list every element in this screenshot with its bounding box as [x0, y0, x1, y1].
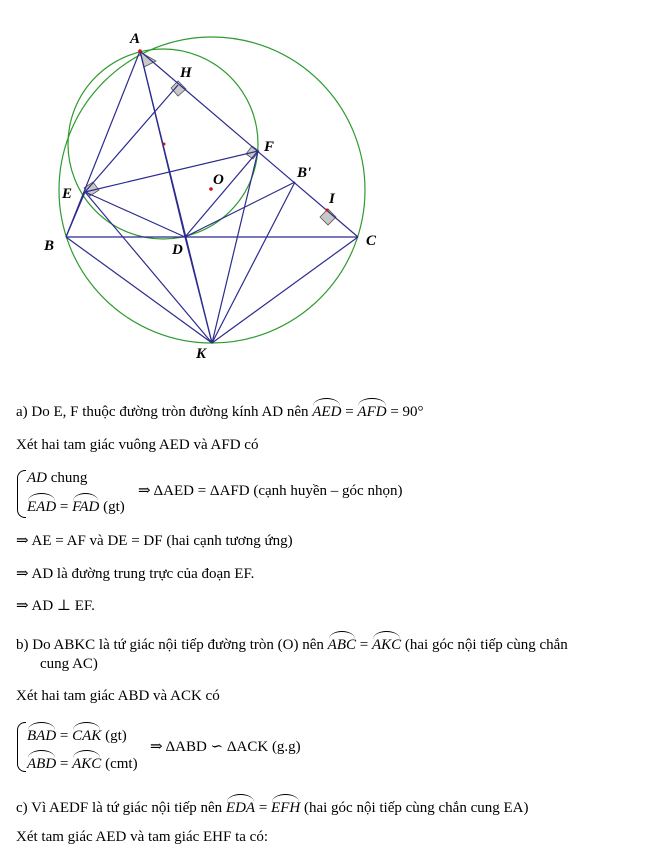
angle-efh: EFH [271, 795, 300, 818]
system-1-result: ⇒ ΔAED = ΔAFD (cạnh huyền – góc nhọn) [138, 483, 403, 499]
angle-aed: AED [312, 399, 341, 422]
part-c-intro: c) Vì AEDF là tứ giác nội tiếp nên EDA = EFH (hai góc nội tiếp cùng chắn cung EA) [16, 795, 528, 818]
brace-system-2 [17, 722, 26, 772]
segment-db-prime [185, 182, 295, 237]
segment-b-prime-k [212, 182, 295, 343]
part-a-conclusion-1: ⇒ AE = AF và DE = DF (hai cạnh tương ứng) [16, 533, 293, 549]
label-f: F [264, 139, 275, 155]
label-e: E [62, 186, 73, 202]
point-i [326, 209, 329, 212]
geometry-figure [0, 0, 660, 390]
label-a: A [130, 31, 141, 47]
part-a-intro: a) Do E, F thuộc đường tròn đường kính AD nên AED = AFD = 90° [16, 399, 424, 422]
system-2-row-1: BAD = CAK (gt) [27, 723, 127, 746]
label-o: O [213, 172, 224, 188]
brace-system-1 [17, 470, 26, 518]
segment-ab [66, 51, 140, 237]
system-1-row-2: EAD = FAD (gt) [27, 494, 125, 517]
part-b-consider: Xét hai tam giác ABD và ACK có [16, 688, 220, 704]
label-b: B [44, 238, 55, 254]
part-a-conclusion-2: ⇒ AD là đường trung trực của đoạn EF. [16, 566, 255, 582]
segment-fd [185, 151, 258, 237]
label-h: H [180, 65, 192, 81]
point-a [138, 49, 142, 53]
label-k: K [196, 346, 207, 362]
part-c-consider: Xét tam giác AED và tam giác EHF ta có: [16, 829, 269, 845]
part-b-intro: b) Do ABKC là tứ giác nội tiếp đường tròn (O) nên ABC = AKC (hai góc nội tiếp cùng chắn [16, 632, 568, 655]
part-a-conclusion-3: ⇒ AD ⊥ EF. [16, 598, 95, 614]
segment-ac [140, 51, 358, 237]
label-i: I [329, 191, 335, 207]
label-d: D [172, 242, 183, 258]
segment-eh [85, 85, 178, 192]
system-2-row-2: ABD = AKC (cmt) [27, 751, 138, 774]
angle-eda: EDA [226, 795, 255, 818]
point-mid-ad [163, 143, 166, 146]
part-a-consider: Xét hai tam giác vuông AED và AFD có [16, 437, 259, 453]
part-b-intro-cont: cung AC) [40, 656, 98, 672]
angle-akc: AKC [372, 632, 401, 655]
segment-ef [85, 151, 258, 192]
system-2-result: ⇒ ΔABD ∽ ΔACK (g.g) [150, 739, 301, 755]
label-b-prime: B' [297, 165, 312, 181]
angle-abc: ABC [328, 632, 356, 655]
system-1-row-1: AD chung [27, 470, 88, 486]
angle-afd: AFD [357, 399, 386, 422]
label-c: C [366, 233, 377, 249]
